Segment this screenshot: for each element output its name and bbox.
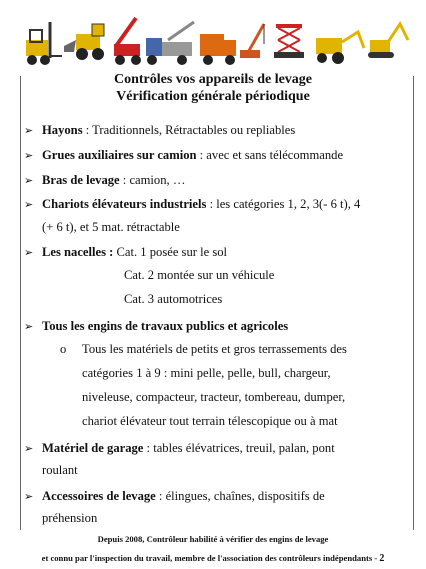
circle-bullet-icon: o bbox=[60, 342, 67, 356]
list-item-subline: Cat. 2 montée sur un véhicule bbox=[124, 268, 275, 282]
list-item: ➢ Grues auxiliaires sur camion : avec et sans télécommande bbox=[24, 148, 344, 162]
list-item: ➢ Tous les engins de travaux publics et agricoles bbox=[24, 319, 289, 333]
footer-line bbox=[0, 553, 426, 564]
list-item-continuation: roulant bbox=[42, 463, 78, 477]
list-item-continuation: préhension bbox=[42, 511, 98, 525]
crane-icon bbox=[240, 24, 264, 58]
backhoe-icon bbox=[316, 32, 364, 64]
telehandler-icon bbox=[114, 18, 141, 65]
arrow-bullet-icon: ➢ bbox=[24, 443, 34, 455]
list-item: ➢ Accessoires de levage : élingues, chaînes, dispositifs de bbox=[24, 489, 325, 503]
arrow-bullet-icon: ➢ bbox=[24, 150, 34, 162]
arrow-bullet-icon: ➢ bbox=[24, 175, 34, 187]
list-item: ➢ Bras de levage : camion, … bbox=[24, 173, 186, 187]
list-item: ➢ Matériel de garage : tables élévatrices, treuil, palan, pont bbox=[24, 441, 335, 455]
arrow-bullet-icon: ➢ bbox=[24, 491, 34, 503]
list-item: ➢ Les nacelles : Cat. 1 posée sur le sol bbox=[24, 245, 228, 259]
scissor-lift-icon bbox=[274, 24, 304, 58]
list-item: ➢ Hayons : Traditionnels, Rétractables ou repliables bbox=[24, 123, 296, 137]
sub-item-line: niveleuse, compacteur, tracteur, tombereau, dumper, bbox=[82, 390, 346, 404]
forklift-icon bbox=[26, 22, 62, 65]
arrow-bullet-icon: ➢ bbox=[24, 125, 34, 137]
truck-crane-icon bbox=[146, 22, 194, 65]
machinery-banner bbox=[18, 10, 414, 72]
sub-item-line: catégories 1 à 9 : mini pelle, pelle, bull, chargeur, bbox=[82, 366, 331, 380]
page-title: Contrôles vos appareils de levage bbox=[113, 72, 313, 87]
list-item-continuation: (+ 6 t), et 5 mat. rétractable bbox=[42, 220, 180, 234]
list-item: ➢ Chariots élévateurs industriels : les catégories 1, 2, 3(- 6 t), 4 bbox=[24, 197, 361, 211]
loader-icon bbox=[64, 24, 104, 60]
sub-item-line: chariot élévateur tout terrain télescopique ou à mat bbox=[82, 414, 338, 428]
footer-line: Depuis 2008, Contrôleur habilité à vérifier des engins de levage bbox=[97, 534, 329, 544]
page-subtitle: Vérification générale périodique bbox=[116, 89, 310, 104]
footer-text: et connu par l'inspection du travail, membre de l'association des contrôleurs indépendants - bbox=[41, 553, 378, 563]
excavator-icon bbox=[368, 24, 408, 58]
arrow-bullet-icon: ➢ bbox=[24, 199, 34, 211]
truck-icon bbox=[200, 34, 236, 65]
arrow-bullet-icon: ➢ bbox=[24, 321, 34, 333]
page-number: 2 bbox=[379, 553, 385, 564]
sub-item-line: Tous les matériels de petits et gros terrassements des bbox=[82, 342, 347, 356]
list-item-subline: Cat. 3 automotrices bbox=[124, 292, 223, 306]
arrow-bullet-icon: ➢ bbox=[24, 247, 34, 259]
